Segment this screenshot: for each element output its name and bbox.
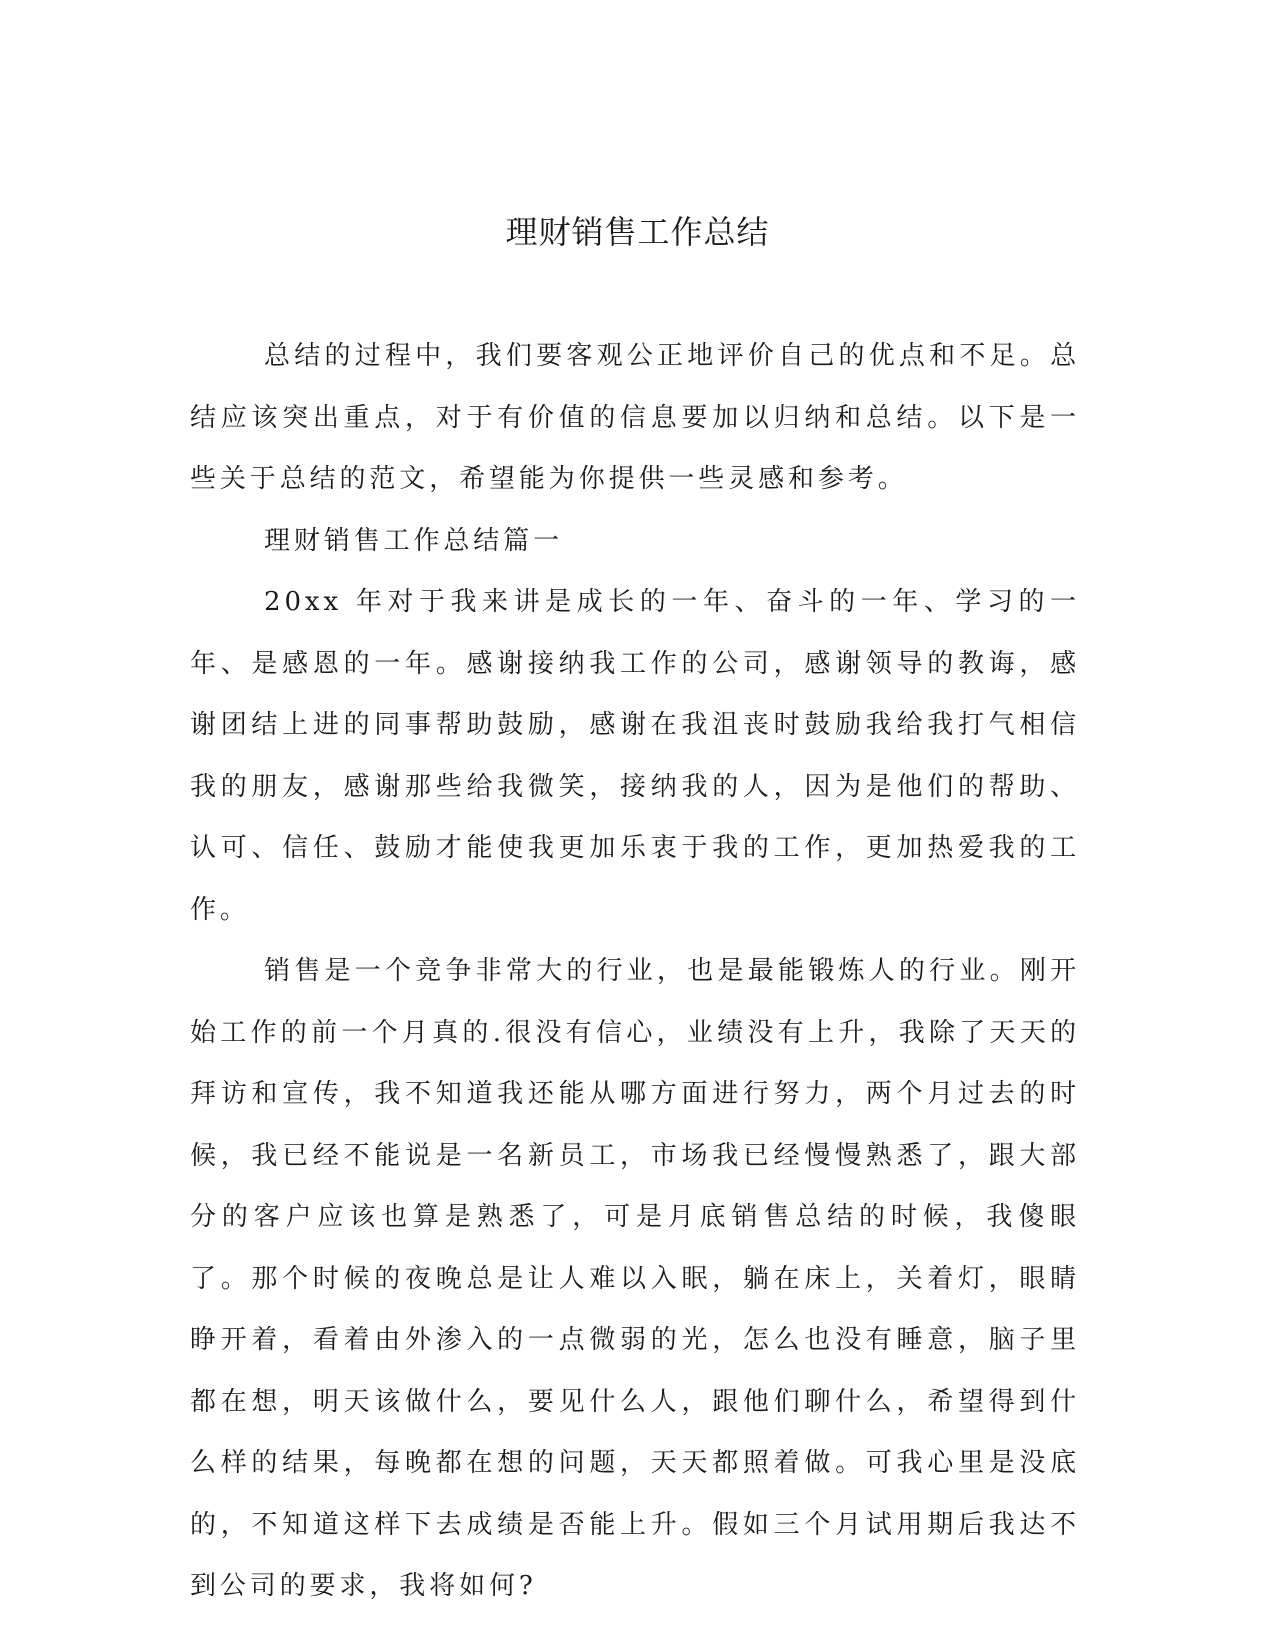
body-paragraph: 20xx 年对于我来讲是成长的一年、奋斗的一年、学习的一年、是感恩的一年。感谢接纳我工作的公司，感谢领导的教诲，感谢团结上进的同事帮助鼓励，感谢在我沮丧时鼓励我给我打气相信我的朋友，感谢那些给我微笑，接纳我的人，因为是他们的帮助、认可、信任、鼓励才能使我更加乐衷于我的工作，更加热爱我的工作。 [190, 587, 1080, 925]
document-title: 理财销售工作总结 [505, 213, 770, 251]
section-heading: 理财销售工作总结篇一 [264, 525, 564, 556]
body-paragraph: 销售是一个竞争非常大的行业，也是最能锻炼人的行业。刚开始工作的前一个月真的.很没有信心，业绩没有上升，我除了天天的拜访和宣传，我不知道我还能从哪方面进行努力，两个月过去的时候，我已经不能说是一名新员工，市场我已经慢慢熟悉了，跟大部分的客户应该也算是熟悉了，可是月底销售总结的时候，我傻眼了。那个时候的夜晚总是让人难以入眠，躺在床上，关着灯，眼睛睁开着，看着由外渗入的一点微弱的光，怎么也没有睡意，脑子里都在想，明天该做什么，要见什么人，跟他们聊什么，希望得到什么样的结果，每晚都在想的问题，天天都照着做。可我心里是没底的，不知道这样下去成绩是否能上升。假如三个月试用期后我达不到公司的要求，我将如何? [190, 956, 1080, 1601]
intro-paragraph: 总结的过程中，我们要客观公正地评价自己的优点和不足。总结应该突出重点，对于有价值的信息要加以归纳和总结。以下是一些关于总结的范文，希望能为你提供一些灵感和参考。 [190, 341, 1080, 494]
document-body [190, 326, 1080, 1618]
